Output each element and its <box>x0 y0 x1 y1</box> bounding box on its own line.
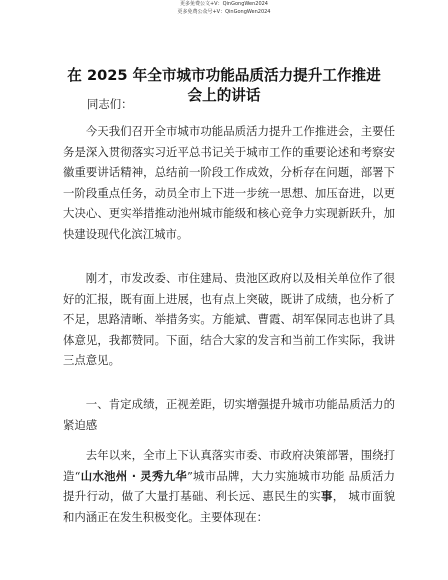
city-brand-name: 山水池州 · 灵秀九华 <box>80 468 187 483</box>
salutation: 同志们： <box>87 97 133 111</box>
paragraph-text-part-3: ， 城市面貌和内涵正在发生积极变化。主要体现在： <box>63 489 395 524</box>
paragraph-text-part-2: ”城市品牌，大力实施城市功能 品质活力提升行动，做了大量打基础、利长远、惠民生的实 <box>63 468 396 504</box>
watermark-line-1: 更多免费公文+V：QinGongWen2024 <box>179 1 268 7</box>
paragraph-opening: 今天我们召开全市城市功能品质活力提升工作推进会，主要任务是深入贯彻落实习近平总书记关于城市工作的重要论述和考察安徽重要讲话精神，总结前一阶段工作成效，分析存在问题，部署下一阶段重点任务，动员全市上下进一步统一思想、加压奋进，以更大决心、更实举措推动池州城市能级和核心竞争力实现新跃升，加快建设现代化滨江城市。 <box>63 124 395 241</box>
title-line-1: 在 2025 年全市城市功能品质活力提升工作推进 <box>67 67 381 84</box>
section-heading-1: 一、肯定成绩，正视差距，切实增强提升城市功能品质活力的紧迫感 <box>63 397 395 432</box>
paragraph-reports: 刚才，市发改委、市住建局、贵池区政府以及相关单位作了很好的汇报，既有面上进展，也有点上突破，既讲了成绩，也分析了不足，思路清晰、举措务实。方能斌、曹霞、胡军保同志也讲了具体意见，我都赞同。下面，结合大家的发言和当前工作实际，我讲三点意见。 <box>63 271 395 368</box>
title-line-2: 会上的讲话 <box>187 87 261 104</box>
paragraph-achievements <box>63 445 395 527</box>
paragraph-text-part-1: 去年以来，全市上下认真落实市委、市政府决策部署，围绕打造“ <box>63 448 395 483</box>
watermark-line-2: 更多免费公众号+V：QinGongWen2024 <box>177 9 271 15</box>
bold-word: 事 <box>321 489 333 504</box>
watermark-header <box>0 0 448 16</box>
